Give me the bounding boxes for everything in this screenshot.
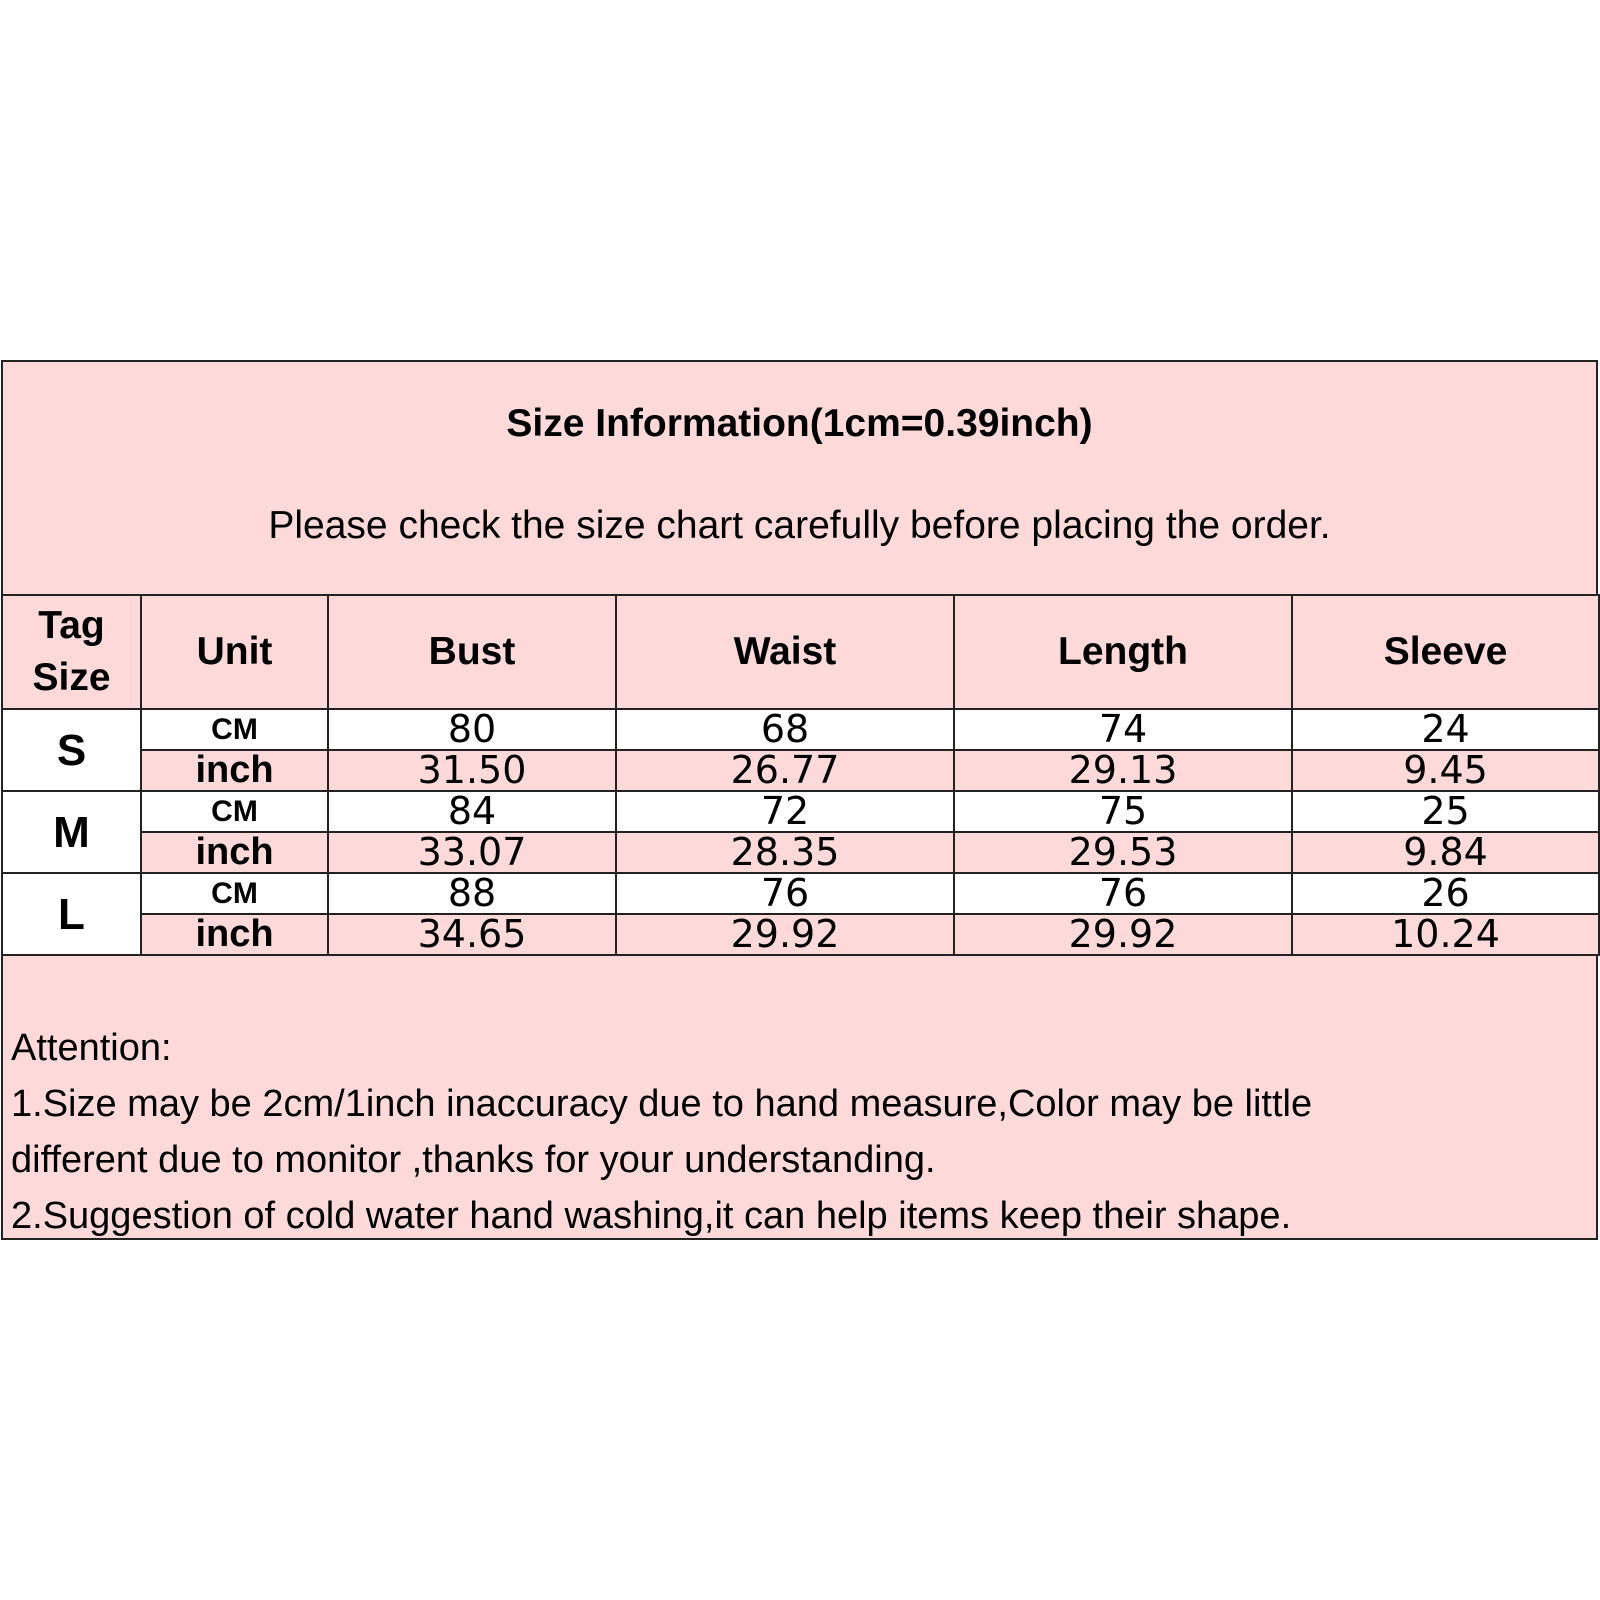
cell-bust: 84: [328, 791, 616, 832]
cell-sleeve: 24: [1292, 709, 1599, 750]
column-header-bust: Bust: [328, 595, 616, 709]
cell-bust: 33.07: [328, 832, 616, 873]
column-header-unit: Unit: [141, 595, 328, 709]
notes-heading: Attention:: [11, 1027, 172, 1069]
cell-waist: 72: [616, 791, 954, 832]
cell-waist: 26.77: [616, 750, 954, 791]
cell-sleeve: 10.24: [1292, 914, 1599, 955]
cell-waist: 76: [616, 873, 954, 914]
cell-length: 29.92: [954, 914, 1292, 955]
cell-waist: 28.35: [616, 832, 954, 873]
cell-bust: 80: [328, 709, 616, 750]
size-label-m: M: [2, 791, 141, 873]
table-header-row: [2, 595, 1599, 709]
cell-sleeve: 25: [1292, 791, 1599, 832]
table-row: [2, 873, 1599, 914]
column-header-waist: Waist: [616, 595, 954, 709]
column-header-length: Length: [954, 595, 1292, 709]
table-row: [2, 750, 1599, 791]
size-table: [1, 594, 1600, 956]
notes-line-2: different due to monitor ,thanks for your understanding.: [11, 1139, 936, 1181]
unit-label-inch: inch: [141, 914, 328, 955]
cell-sleeve: 26: [1292, 873, 1599, 914]
cell-bust: 88: [328, 873, 616, 914]
unit-label-cm: CM: [141, 791, 328, 832]
cell-bust: 34.65: [328, 914, 616, 955]
table-row: [2, 709, 1599, 750]
table-row: [2, 791, 1599, 832]
cell-waist: 68: [616, 709, 954, 750]
cell-length: 76: [954, 873, 1292, 914]
unit-label-cm: CM: [141, 873, 328, 914]
cell-sleeve: 9.45: [1292, 750, 1599, 791]
size-label-s: S: [2, 709, 141, 791]
column-header-sleeve: Sleeve: [1292, 595, 1599, 709]
unit-label-cm: CM: [141, 709, 328, 750]
page-title: Size Information(1cm=0.39inch): [506, 402, 1093, 445]
unit-label-inch: inch: [141, 750, 328, 791]
column-header-tag-size: Tag Size: [2, 595, 141, 709]
cell-waist: 29.92: [616, 914, 954, 955]
table-row: [2, 914, 1599, 955]
size-chart-panel: [1, 360, 1598, 1240]
cell-bust: 31.50: [328, 750, 616, 791]
cell-length: 29.13: [954, 750, 1292, 791]
notes-line-1: 1.Size may be 2cm/1inch inaccuracy due to hand measure,Color may be little: [11, 1083, 1313, 1125]
attention-notes: [11, 1020, 1591, 1244]
cell-sleeve: 9.84: [1292, 832, 1599, 873]
cell-length: 75: [954, 791, 1292, 832]
table-row: [2, 832, 1599, 873]
cell-length: 29.53: [954, 832, 1292, 873]
unit-label-inch: inch: [141, 832, 328, 873]
cell-length: 74: [954, 709, 1292, 750]
notes-line-3: 2.Suggestion of cold water hand washing,it can help items keep their shape.: [11, 1195, 1292, 1237]
size-label-l: L: [2, 873, 141, 955]
page-subtitle: Please check the size chart carefully before placing the order.: [268, 504, 1331, 547]
